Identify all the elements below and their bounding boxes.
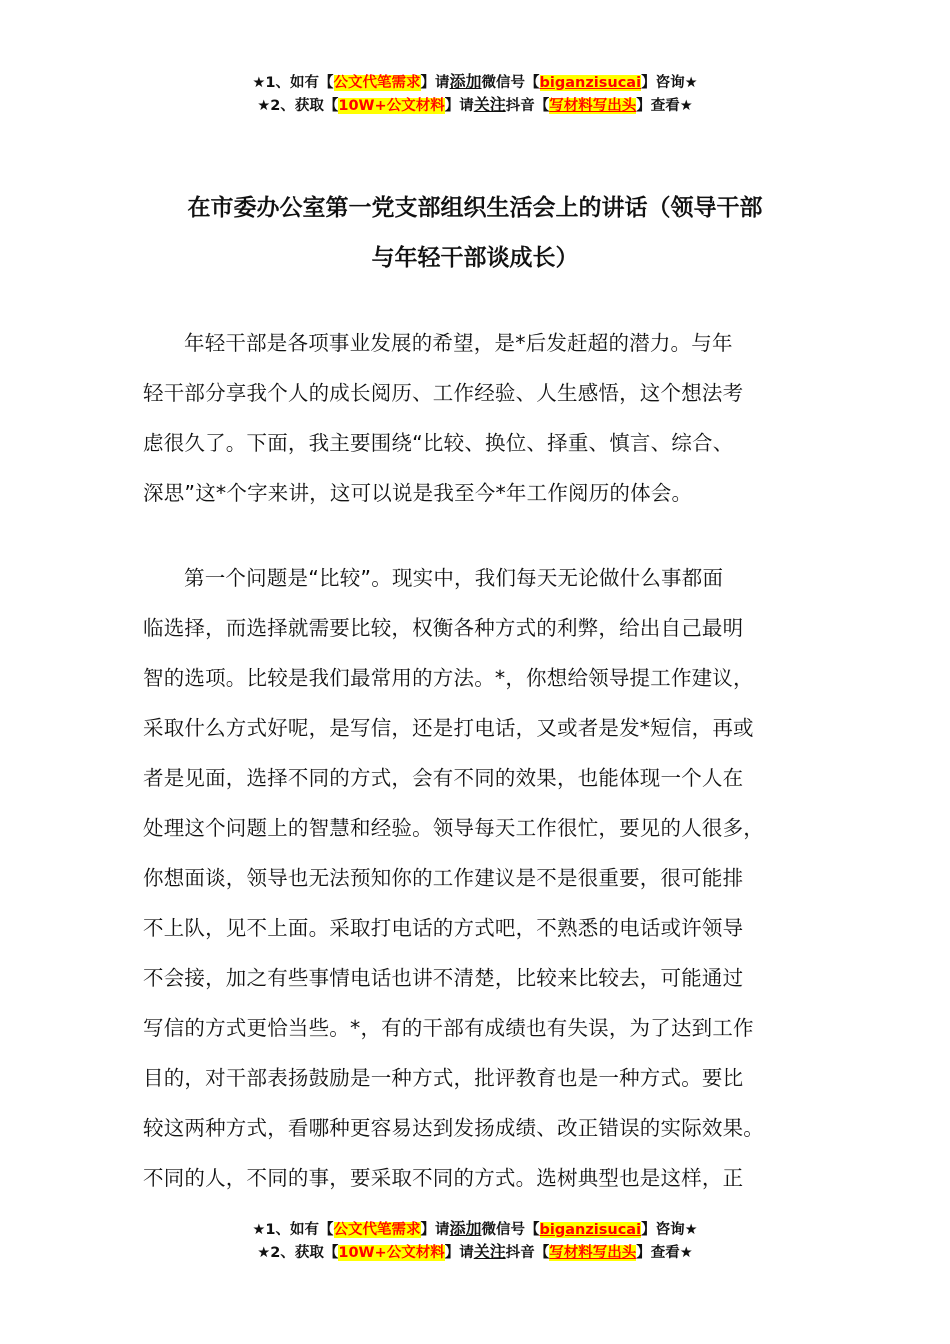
text-line: 者是见面，选择不同的方式，会有不同的效果，也能体现一个人在	[143, 766, 744, 790]
document-title	[120, 183, 830, 283]
bottom-banner	[0, 1218, 950, 1264]
banner-text: ★2、获取【	[257, 1245, 339, 1261]
banner-text: 微信号【	[481, 75, 540, 91]
banner-text: 微信号【	[481, 1222, 540, 1238]
emphasis-follow: 关注	[473, 95, 506, 114]
text-line: 不上队，见不上面。采取打电话的方式吧，不熟悉的电话或许领导	[143, 916, 744, 940]
banner-text: 抖音【	[505, 98, 550, 114]
text-line: 采取什么方式好呢，是写信，还是打电话，又或者是发*短信，再或	[143, 716, 754, 740]
douyin-account[interactable]: 写材料写出头	[549, 98, 637, 114]
banner-text: 】请	[420, 1222, 450, 1238]
banner-text: 】咨询★	[641, 75, 698, 91]
banner-line-1	[0, 1218, 950, 1241]
douyin-account[interactable]: 写材料写出头	[549, 1245, 637, 1261]
text-line: 目的，对干部表扬鼓励是一种方式，批评教育也是一种方式。要比	[143, 1066, 744, 1090]
text-line: 智的选项。比较是我们最常用的方法。*，你想给领导提工作建议，	[143, 666, 754, 690]
banner-line-1	[0, 71, 950, 94]
text-line: 不同的人，不同的事，要采取不同的方式。选树典型也是这样，正	[143, 1166, 744, 1190]
banner-text: 】查看★	[636, 98, 693, 114]
highlight-materials: 10W+公文材料	[338, 98, 445, 114]
wechat-id[interactable]: biganzisucai	[539, 1222, 642, 1238]
banner-text: ★1、如有【	[252, 75, 334, 91]
text-line: 虑很久了。下面，我主要围绕“比较、换位、择重、慎言、综合、	[143, 431, 734, 455]
text-line: 你想面谈，领导也无法预知你的工作建议是不是很重要，很可能排	[143, 866, 744, 890]
title-line: 与年轻干部谈成长）	[371, 245, 579, 271]
highlight-writing-service: 公文代笔需求	[333, 1222, 421, 1238]
text-line: 不会接，加之有些事情电话也讲不清楚，比较来比较去，可能通过	[143, 966, 744, 990]
banner-text: 】咨询★	[641, 1222, 698, 1238]
banner-line-2	[0, 94, 950, 117]
emphasis-add: 添加	[449, 1219, 482, 1238]
banner-text: ★1、如有【	[252, 1222, 334, 1238]
emphasis-follow: 关注	[473, 1242, 506, 1261]
text-line: 深思”这*个字来讲，这可以说是我至今*年工作阅历的体会。	[143, 481, 693, 505]
title-line: 在市委办公室第一党支部组织生活会上的讲话（领导干部	[187, 195, 763, 221]
banner-text: 】查看★	[636, 1245, 693, 1261]
text-line: 临选择，而选择就需要比较，权衡各种方式的利弊，给出自己最明	[143, 616, 744, 640]
text-line: 轻干部分享我个人的成长阅历、工作经验、人生感悟，这个想法考	[143, 381, 744, 405]
paragraph-comparison	[143, 553, 813, 1203]
banner-text: ★2、获取【	[257, 98, 339, 114]
banner-text: 】请	[420, 75, 450, 91]
banner-text: 】请	[444, 98, 474, 114]
wechat-id[interactable]: biganzisucai	[539, 75, 642, 91]
top-banner	[0, 71, 950, 117]
text-line: 第一个问题是“比较”。现实中，我们每天无论做什么事都面	[184, 566, 724, 590]
text-line: 写信的方式更恰当些。*，有的干部有成绩也有失误，为了达到工作	[143, 1016, 754, 1040]
emphasis-add: 添加	[449, 72, 482, 91]
highlight-materials: 10W+公文材料	[338, 1245, 445, 1261]
banner-line-2	[0, 1241, 950, 1264]
text-line: 较这两种方式，看哪种更容易达到发扬成绩、改正错误的实际效果。	[143, 1116, 764, 1140]
banner-text: 】请	[444, 1245, 474, 1261]
banner-text: 抖音【	[505, 1245, 550, 1261]
paragraph-intro	[143, 318, 813, 518]
highlight-writing-service: 公文代笔需求	[333, 75, 421, 91]
text-line: 处理这个问题上的智慧和经验。领导每天工作很忙，要见的人很多，	[143, 816, 764, 840]
text-line: 年轻干部是各项事业发展的希望，是*后发赶超的潜力。与年	[184, 331, 733, 355]
